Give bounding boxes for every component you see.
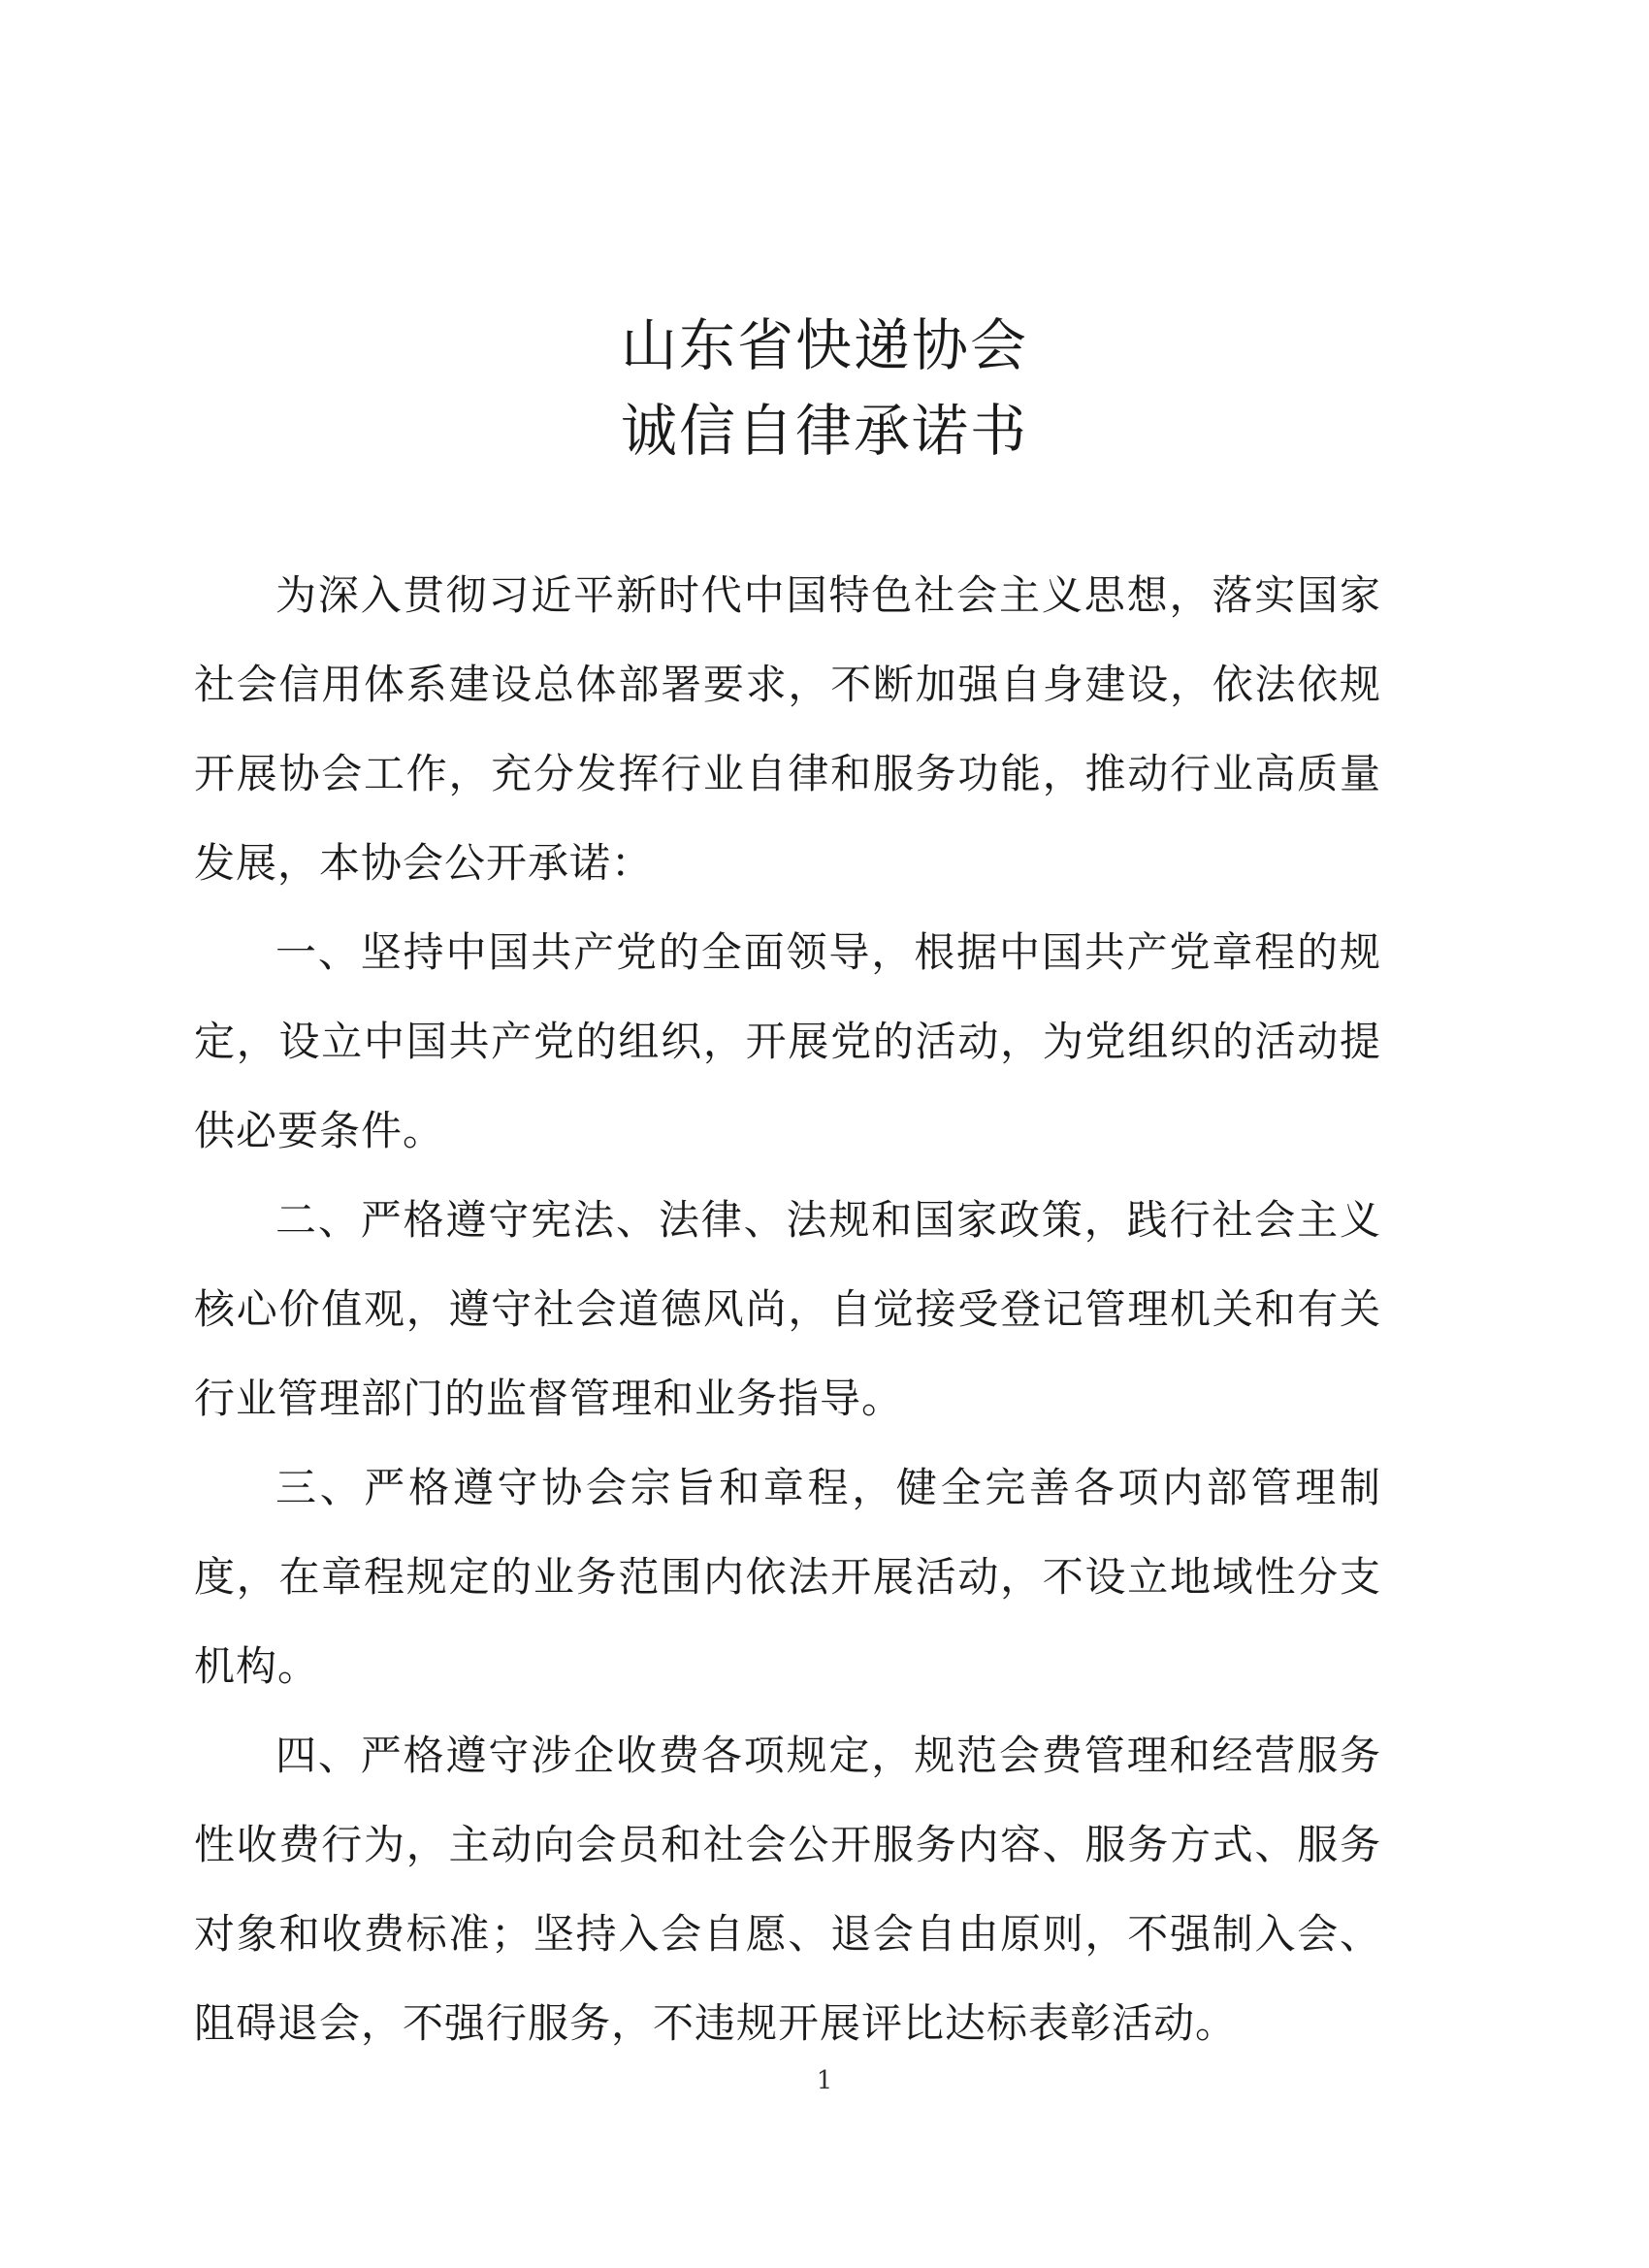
page-number: 1	[816, 2066, 833, 2095]
title-line-1: 山东省快递协会	[620, 312, 1028, 378]
paragraph-item-3: 三、严格遵守协会宗旨和章程，健全完善各项内部管理制度，在章程规定的业务范围内依法开展活动，不设立地域性分支机构。	[194, 1464, 1381, 1690]
document-title	[0, 303, 1649, 473]
paragraph-intro: 为深入贯彻习近平新时代中国特色社会主义思想，落实国家社会信用体系建设总体部署要求，不断加强自身建设，依法依规开展协会工作，充分发挥行业自律和服务功能，推动行业高质量发展，本协会公开承诺：	[194, 571, 1381, 887]
paragraph-item-1: 一、坚持中国共产党的全面领导，根据中国共产党章程的规定，设立中国共产党的组织，开展党的活动，为党组织的活动提供必要条件。	[194, 928, 1381, 1154]
paragraph-item-4: 四、严格遵守涉企收费各项规定，规范会费管理和经营服务性收费行为，主动向会员和社会公开服务内容、服务方式、服务对象和收费标准；坚持入会自愿、退会自由原则，不强制入会、阻碍退会，不强行服务，不违规开展评比达标表彰活动。	[194, 1732, 1381, 2047]
document-body	[194, 551, 1381, 2068]
paragraph-item-2: 二、严格遵守宪法、法律、法规和国家政策，践行社会主义核心价值观，遵守社会道德风尚，自觉接受登记管理机关和有关行业管理部门的监督管理和业务指导。	[194, 1196, 1381, 1422]
title-line-2: 诚信自律承诺书	[620, 398, 1028, 464]
